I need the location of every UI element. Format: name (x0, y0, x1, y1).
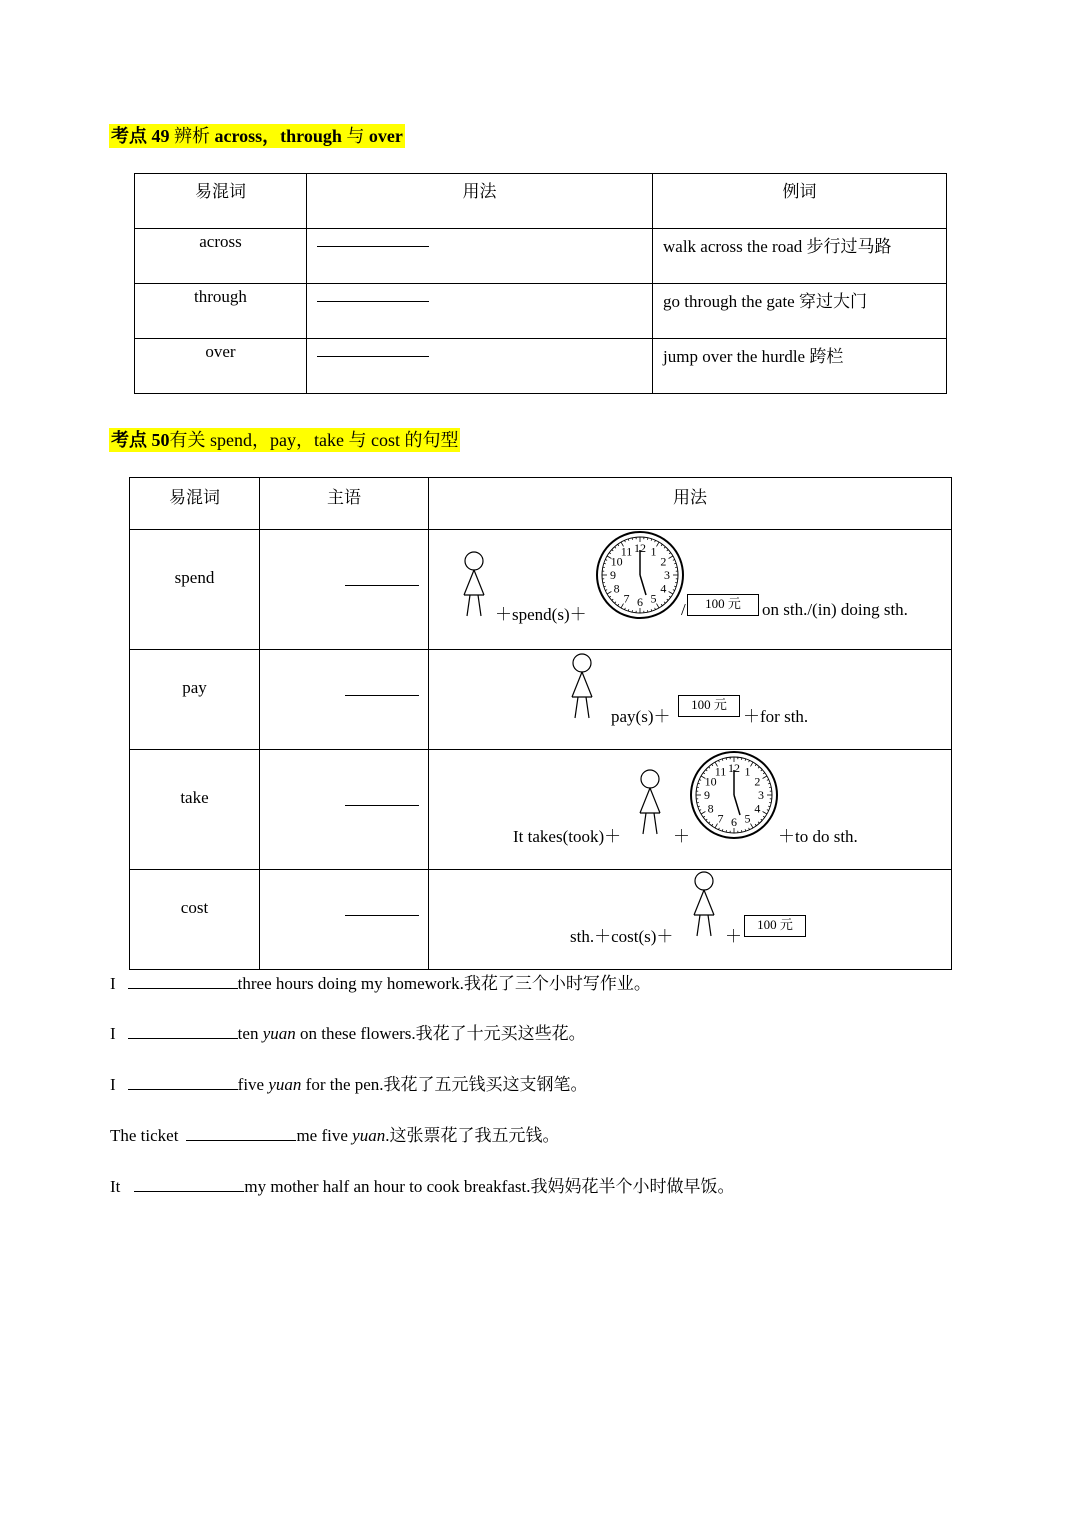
section-50-number: 考点 50 (111, 430, 170, 450)
row-word: through (135, 284, 307, 339)
section-49-title-last: over (368, 126, 403, 146)
sentence-start: I (110, 1024, 116, 1043)
clock-number: 7 (717, 811, 724, 826)
clock-number: 2 (660, 554, 667, 569)
subject-blank[interactable] (260, 750, 429, 870)
header-usage: 用法 (307, 174, 653, 229)
spend-slash: / (681, 600, 686, 619)
money-100-yuan: 100 元 (687, 594, 759, 616)
subject-blank[interactable] (260, 530, 429, 650)
clock-number: 9 (704, 788, 710, 802)
sentence-tail: on these flowers.我花了十元买这些花。 (295, 1024, 586, 1043)
answer-blank[interactable] (128, 1022, 238, 1039)
subject-blank[interactable] (260, 650, 429, 750)
section-50-title (109, 428, 460, 452)
clock-number: 11 (714, 764, 727, 779)
usage-cell (429, 870, 952, 970)
subject-blank[interactable] (260, 870, 429, 970)
sentence-italic: yuan (352, 1126, 386, 1145)
cost-formula-start: sth.＋cost(s)＋ (570, 927, 674, 946)
section-49-title-words: across，through (214, 126, 342, 146)
sentence-end: me five (296, 1126, 353, 1145)
blank-line (317, 232, 429, 247)
sentence-5 (110, 1175, 734, 1198)
usage-blank[interactable] (307, 229, 653, 284)
money-100-yuan: 100 元 (744, 915, 806, 937)
sentence-3 (110, 1073, 588, 1096)
clock-number: 12 (634, 541, 646, 555)
sentence-italic: yuan (268, 1075, 302, 1094)
blank-line (317, 287, 429, 302)
usage-blank[interactable] (307, 284, 653, 339)
take-plus: ＋ (673, 827, 690, 846)
clock-icon (689, 750, 779, 840)
blank-line (317, 342, 429, 357)
section-49-title (109, 124, 405, 148)
table-row (135, 339, 947, 394)
sentence-end: three hours doing my homework.我花了三个小时写作业。 (237, 974, 651, 993)
row-word: across (135, 229, 307, 284)
sentence-1 (110, 972, 651, 995)
usage-cell (429, 750, 952, 870)
sentence-tail: .这张票花了我五元钱。 (385, 1126, 560, 1145)
clock-number: 3 (758, 788, 764, 802)
section-49-title-and: 与 (346, 126, 365, 146)
table-row (135, 284, 947, 339)
clock-number: 5 (744, 811, 751, 826)
row-word: pay (130, 650, 260, 750)
section-49-number: 考点 49 (111, 126, 170, 146)
header-confusing-word: 易混词 (130, 478, 260, 530)
take-formula-end: ＋to do sth. (778, 827, 858, 846)
header-usage: 用法 (429, 478, 952, 530)
cost-plus: ＋ (725, 927, 742, 946)
blank-line (345, 805, 419, 806)
answer-blank[interactable] (128, 972, 238, 989)
sentence-end: ten (237, 1024, 263, 1043)
table-row (130, 650, 952, 750)
blank-line (345, 695, 419, 696)
table-header-row (135, 174, 947, 229)
pay-formula-end: ＋for sth. (743, 707, 809, 726)
clock-number: 1 (744, 764, 751, 779)
table-row (135, 229, 947, 284)
sentence-italic: yuan (262, 1024, 296, 1043)
usage-cell (429, 530, 952, 650)
clock-number: 5 (650, 591, 657, 606)
clock-number: 12 (728, 761, 740, 775)
take-formula-start: It takes(took)＋ (513, 827, 622, 846)
clock-number: 10 (704, 774, 717, 789)
usage-cell (429, 650, 952, 750)
spend-pay-take-cost-table (129, 477, 952, 970)
sentence-4 (110, 1124, 559, 1147)
clock-number: 11 (620, 544, 633, 559)
spend-formula-start: ＋spend(s)＋ (495, 605, 587, 624)
blank-line (345, 585, 419, 586)
clock-number: 4 (754, 801, 761, 816)
table-header-row (130, 478, 952, 530)
row-word: take (130, 750, 260, 870)
header-example: 例词 (653, 174, 947, 229)
clock-number: 1 (650, 544, 657, 559)
across-through-over-table (134, 173, 947, 394)
clock-number: 6 (731, 815, 737, 829)
clock-number: 7 (623, 591, 630, 606)
row-word: spend (130, 530, 260, 650)
header-subject: 主语 (260, 478, 429, 530)
person-icon (565, 652, 605, 722)
sentence-start: The ticket (110, 1126, 179, 1145)
clock-number: 8 (613, 581, 620, 596)
clock-number: 10 (610, 554, 623, 569)
row-example: walk across the road 步行过马路 (653, 229, 947, 284)
person-icon (457, 550, 497, 620)
person-icon (633, 768, 673, 838)
header-confusing-word: 易混词 (135, 174, 307, 229)
section-50-title-text: 有关 spend，pay，take 与 cost 的句型 (169, 430, 459, 450)
money-100-yuan: 100 元 (678, 695, 740, 717)
sentence-start: I (110, 1075, 116, 1094)
sentence-tail: for the pen.我花了五元钱买这支钢笔。 (301, 1075, 588, 1094)
answer-blank[interactable] (134, 1175, 244, 1192)
spend-formula-end: on sth./(in) doing sth. (762, 600, 908, 619)
clock-number: 4 (660, 581, 667, 596)
table-row (130, 530, 952, 650)
clock-number: 3 (664, 568, 670, 582)
usage-blank[interactable] (307, 339, 653, 394)
sentence-2 (110, 1022, 586, 1045)
section-49-title-text: 辨析 (174, 126, 210, 146)
sentence-start: I (110, 974, 116, 993)
table-row (130, 870, 952, 970)
answer-blank[interactable] (186, 1124, 296, 1141)
clock-number: 8 (707, 801, 714, 816)
clock-number: 9 (610, 568, 616, 582)
row-example: jump over the hurdle 跨栏 (653, 339, 947, 394)
table-row (130, 750, 952, 870)
person-icon (687, 870, 727, 940)
clock-number: 6 (637, 595, 643, 609)
answer-blank[interactable] (128, 1073, 238, 1090)
clock-icon (595, 530, 685, 620)
row-word: cost (130, 870, 260, 970)
row-word: over (135, 339, 307, 394)
sentence-start: It (110, 1177, 121, 1196)
pay-formula-start: pay(s)＋ (611, 707, 671, 726)
row-example: go through the gate 穿过大门 (653, 284, 947, 339)
clock-number: 2 (754, 774, 761, 789)
sentence-end: my mother half an hour to cook breakfast.我妈妈花半个小时做早饭。 (244, 1177, 735, 1196)
sentence-end: five (237, 1075, 269, 1094)
blank-line (345, 915, 419, 916)
